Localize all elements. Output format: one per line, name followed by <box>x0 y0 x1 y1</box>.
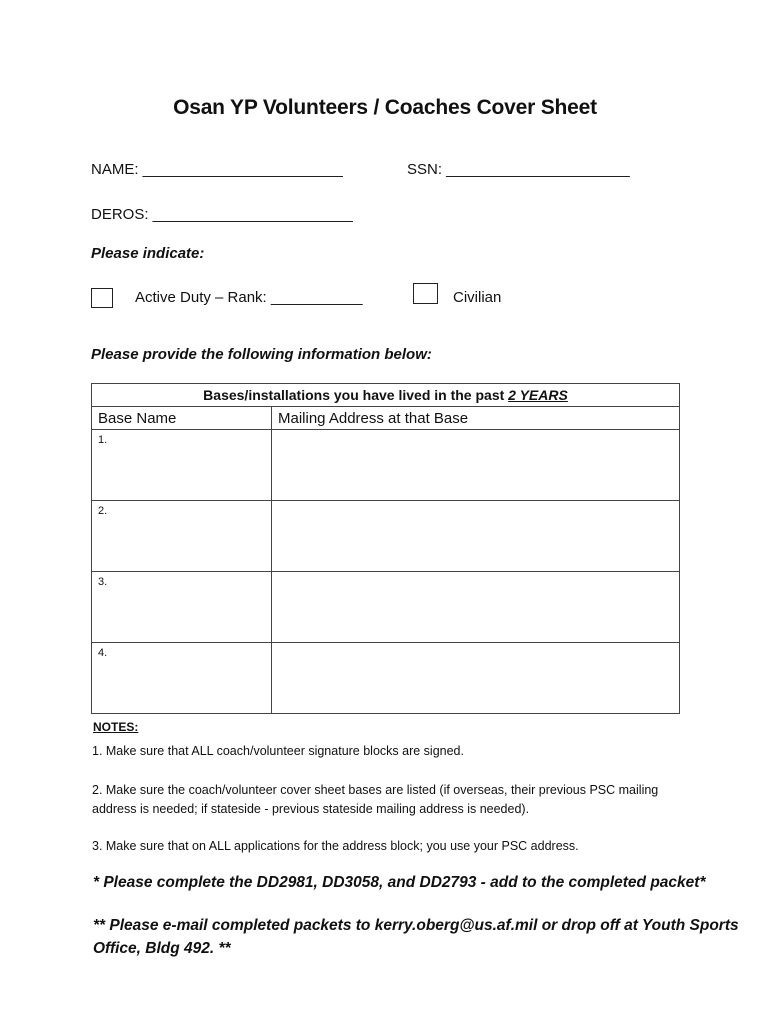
table-row <box>92 430 680 501</box>
mailing-address-cell[interactable] <box>272 643 680 714</box>
civilian-checkbox[interactable] <box>413 283 438 304</box>
deros-field[interactable]: DEROS: ________________________ <box>91 206 353 223</box>
please-indicate-label: Please indicate: <box>91 245 205 262</box>
mailing-address-cell[interactable] <box>272 501 680 572</box>
name-field[interactable]: NAME: ________________________ <box>91 161 343 178</box>
table-row <box>92 501 680 572</box>
active-duty-label: Active Duty – Rank: ___________ <box>135 289 363 306</box>
submission-instruction: ** Please e-mail completed packets to kerry.oberg@us.af.mil or drop off at Youth Sports Office, Bldg 492. ** <box>93 917 739 957</box>
note-item: 1. Make sure that ALL coach/volunteer signature blocks are signed. <box>92 744 464 758</box>
table-header <box>92 384 680 407</box>
civilian-label: Civilian <box>453 289 502 306</box>
base-name-cell[interactable]: 3. <box>92 572 272 643</box>
base-name-cell[interactable]: 2. <box>92 501 272 572</box>
ssn-field[interactable]: SSN: ______________________ <box>407 161 630 178</box>
bases-table <box>91 383 680 714</box>
page-title: Osan YP Volunteers / Coaches Cover Sheet <box>173 96 597 119</box>
base-name-cell[interactable]: 1. <box>92 430 272 501</box>
column-header-base-name: Base Name <box>92 407 272 430</box>
table-row <box>92 643 680 714</box>
active-duty-checkbox[interactable] <box>91 288 113 308</box>
info-heading: Please provide the following information below: <box>91 346 432 363</box>
mailing-address-cell[interactable] <box>272 572 680 643</box>
base-name-cell[interactable]: 4. <box>92 643 272 714</box>
note-item: 2. Make sure the coach/volunteer cover sheet bases are listed (if overseas, their previous PSC mailing address is needed; if stateside - previous stateside mailing address is needed). <box>92 783 659 816</box>
table-header-emphasis: 2 YEARS <box>508 387 568 403</box>
mailing-address-cell[interactable] <box>272 430 680 501</box>
column-header-mailing-address: Mailing Address at that Base <box>272 407 680 430</box>
table-header-text: Bases/installations you have lived in the past <box>203 387 509 403</box>
note-item: 3. Make sure that on ALL applications for the address block; you use your PSC address. <box>92 839 579 853</box>
dd-forms-instruction: * Please complete the DD2981, DD3058, and DD2793 - add to the completed packet* <box>93 874 706 891</box>
notes-heading: NOTES: <box>93 720 139 734</box>
table-row <box>92 572 680 643</box>
